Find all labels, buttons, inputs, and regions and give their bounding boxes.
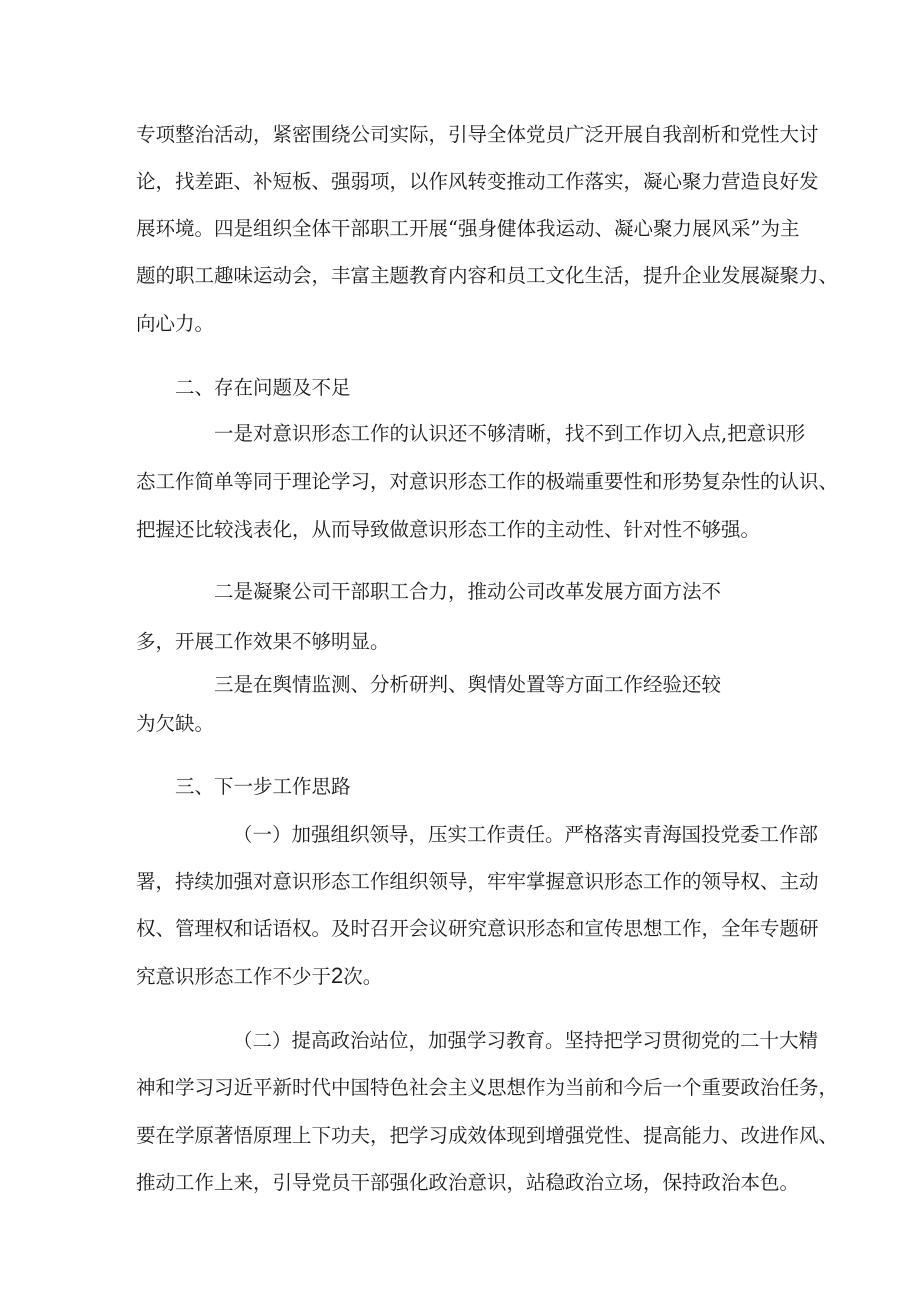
paragraph-5-line-4-tail: 次。 <box>343 965 383 988</box>
paragraph-6-line-4: 推动工作上来，引导党员干部强化政治意识，站稳政治立场，保持政治本色。 <box>136 1171 800 1194</box>
paragraph-1-line-4: 题的职工趣味运动会，丰富主题教育内容和员工文化生活，提升企业发展凝聚力、 <box>136 264 839 287</box>
paragraph-5-line-4 <box>136 964 382 989</box>
section-heading-2: 二、存在问题及不足 <box>175 376 351 399</box>
paragraph-1-line-5: 向心力。 <box>136 312 215 335</box>
paragraph-6-line-3: 要在学原著悟原理上下功夫，把学习成效体现到增强党性、提高能力、改进作风、 <box>136 1124 839 1147</box>
paragraph-4-line-1: 三是在舆情监测、分析研判、舆情处置等方面工作经验还较 <box>214 673 722 696</box>
paragraph-3-line-1: 二是凝聚公司干部职工合力，推动公司改革发展方面方法不 <box>214 580 722 603</box>
paragraph-5-line-1: （一）加强组织领导，压实工作责任。严格落实青海国投党委工作部 <box>233 823 819 846</box>
paragraph-1-line-3: 展环境。四是组织全体干部职工开展“强身健体我运动、凝心聚力展风采”为主 <box>136 217 800 240</box>
count-number: 2 <box>331 963 344 988</box>
paragraph-2-line-3: 把握还比较浅表化，从而导致做意识形态工作的主动性、针对性不够强。 <box>136 518 761 541</box>
paragraph-5-line-2: 署，持续加强对意识形态工作组织领导，牢牢掌握意识形态工作的领导权、主动 <box>136 870 819 893</box>
paragraph-4-line-2: 为欠缺。 <box>136 712 215 735</box>
paragraph-5-line-4-text: 究意识形态工作不少于 <box>136 965 332 988</box>
paragraph-2-line-1: 一是对意识形态工作的认识还不够清晰，找不到工作切入点,把意识形 <box>214 422 806 445</box>
section-heading-3: 三、下一步工作思路 <box>175 775 351 798</box>
paragraph-6-line-1: （二）提高政治站位，加强学习教育。坚持把学习贯彻党的二十大精 <box>233 1029 819 1052</box>
paragraph-1-line-1: 专项整治活动，紧密围绕公司实际，引导全体党员广泛开展自我剖析和党性大讨 <box>136 123 819 146</box>
paragraph-1-line-2: 论，找差距、补短板、强弱项，以作风转变推动工作落实，凝心聚力营造良好发 <box>136 170 819 193</box>
paragraph-2-line-2: 态工作简单等同于理论学习，对意识形态工作的极端重要性和形势复杂性的认识、 <box>136 470 839 493</box>
paragraph-3-line-2: 多，开展工作效果不够明显。 <box>136 630 390 653</box>
paragraph-6-line-2: 神和学习习近平新时代中国特色社会主义思想作为当前和今后一个重要政治任务， <box>136 1076 839 1099</box>
paragraph-5-line-3: 权、管理权和话语权。及时召开会议研究意识形态和宣传思想工作，全年专题研 <box>136 917 819 940</box>
